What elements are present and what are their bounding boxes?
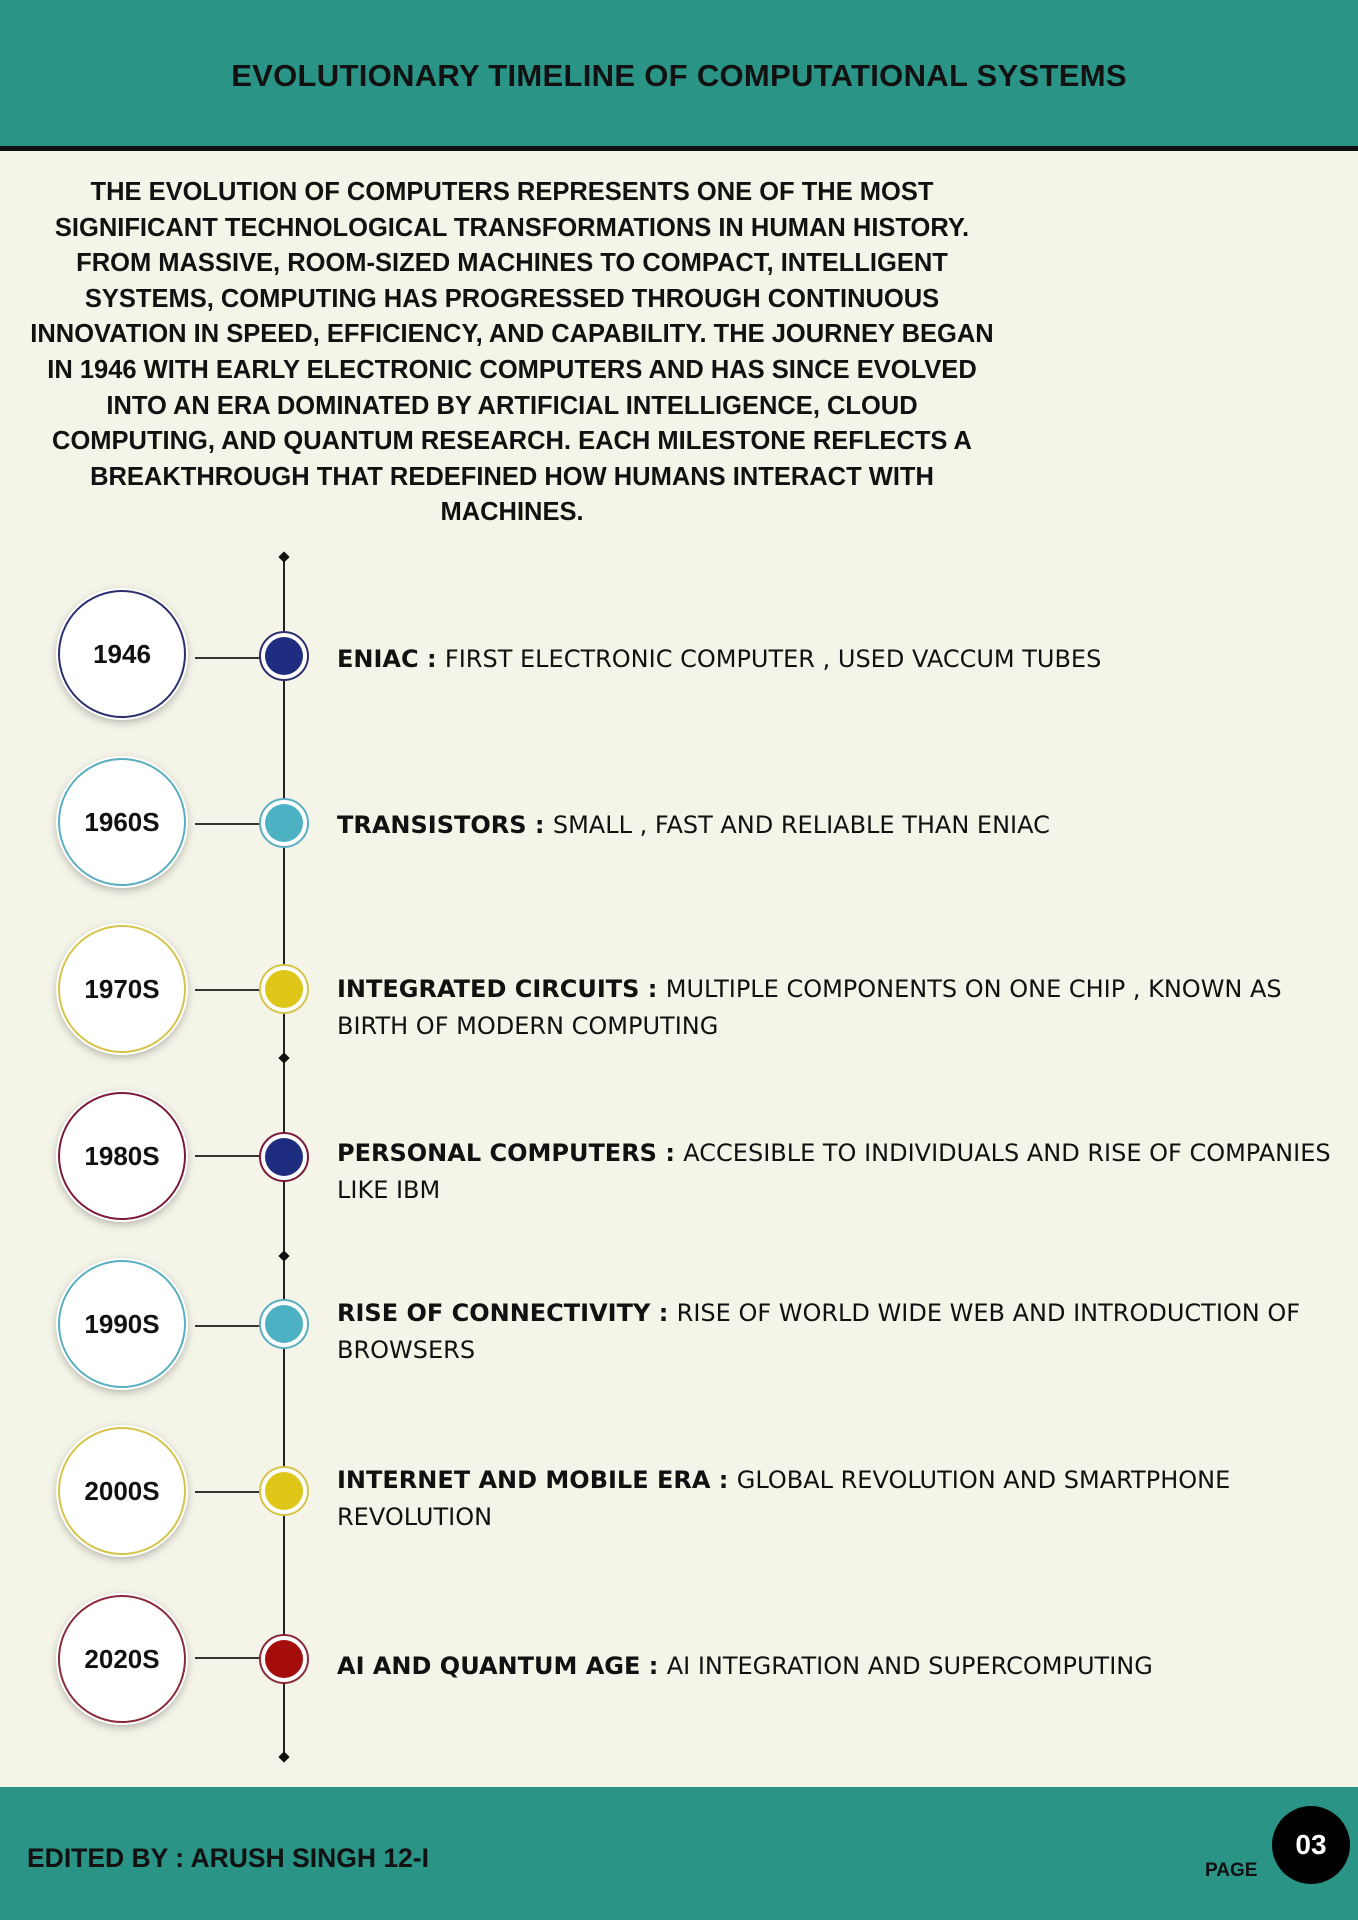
- timeline-node: [259, 1634, 309, 1684]
- entry-description: GLOBAL REVOLUTION AND SMARTPHONE REVOLUTION: [337, 1466, 1231, 1531]
- axis-tick: [278, 1052, 289, 1063]
- entry-term: INTEGRATED CIRCUITS :: [337, 975, 666, 1003]
- entry-term: PERSONAL COMPUTERS :: [337, 1139, 684, 1167]
- node-dot: [265, 804, 303, 842]
- year-badge: 1960S: [58, 758, 186, 886]
- node-dot: [265, 637, 303, 675]
- entry-description: AI INTEGRATION AND SUPERCOMPUTING: [666, 1652, 1153, 1680]
- axis-tick: [278, 1250, 289, 1261]
- page-title: EVOLUTIONARY TIMELINE OF COMPUTATIONAL SYSTEMS: [231, 58, 1127, 93]
- timeline-node: [259, 1132, 309, 1182]
- timeline-node: [259, 631, 309, 681]
- entry-term: TRANSISTORS :: [337, 811, 553, 839]
- entry-term: ENIAC :: [337, 645, 445, 673]
- timeline-entry: [337, 1295, 1337, 1369]
- node-dot: [265, 1640, 303, 1678]
- entry-description: SMALL , FAST AND RELIABLE THAN ENIAC: [552, 811, 1050, 839]
- timeline-node: [259, 964, 309, 1014]
- timeline-entry: [337, 1135, 1337, 1209]
- entry-description: ACCESIBLE TO INDIVIDUALS AND RISE OF COMPANIES LIKE IBM: [337, 1139, 1331, 1204]
- timeline-entry: [337, 971, 1337, 1045]
- year-badge: 2000S: [58, 1427, 186, 1555]
- timeline-entry: [337, 1462, 1337, 1536]
- node-dot: [265, 1472, 303, 1510]
- axis-tick: [278, 1751, 289, 1762]
- year-badge: 1990S: [58, 1260, 186, 1388]
- page-number-badge: 03: [1272, 1806, 1350, 1884]
- year-badge: 1970S: [58, 925, 186, 1053]
- page-label: PAGE: [1205, 1860, 1258, 1881]
- timeline-node: [259, 1299, 309, 1349]
- intro-paragraph: THE EVOLUTION OF COMPUTERS REPRESENTS ONE OF THE MOST SIGNIFICANT TECHNOLOGICAL TRANSFORMATIONS IN HUMAN HISTORY. FROM MASSIVE, ROOM-SIZED MACHINES TO COMPACT, INTELLIGENT SYSTEMS, COMPUTING HAS PROGRESSED THROUGH CONTINUOUS INNOVATION IN SPEED, EFFICIENCY, AND CAPABILITY. THE JOURNEY BEGAN IN 1946 WITH EARLY ELECTRONIC COMPUTERS AND HAS SINCE EVOLVED INTO AN ERA DOMINATED BY ARTIFICIAL INTELLIGENCE, CLOUD COMPUTING, AND QUANTUM RESEARCH. EACH MILESTONE REFLECTS A BREAKTHROUGH THAT REDEFINED HOW HUMANS INTERACT WITH MACHINES.: [30, 178, 994, 527]
- editor-credit: EDITED BY : ARUSH SINGH 12-I: [27, 1843, 429, 1873]
- year-badge: 1946: [58, 590, 186, 718]
- year-badge: 2020S: [58, 1595, 186, 1723]
- node-dot: [265, 1305, 303, 1343]
- year-badge: 1980S: [58, 1092, 186, 1220]
- timeline-entry: [337, 1648, 1337, 1685]
- node-dot: [265, 1138, 303, 1176]
- entry-description: FIRST ELECTRONIC COMPUTER , USED VACCUM TUBES: [444, 645, 1102, 673]
- axis-tick: [278, 551, 289, 562]
- entry-term: AI AND QUANTUM AGE :: [337, 1652, 667, 1680]
- timeline-node: [259, 1466, 309, 1516]
- entry-term: INTERNET AND MOBILE ERA :: [337, 1466, 737, 1494]
- timeline-entry: [337, 807, 1337, 844]
- entry-description: RISE OF WORLD WIDE WEB AND INTRODUCTION OF BROWSERS: [337, 1299, 1301, 1364]
- timeline-node: [259, 798, 309, 848]
- entry-description: MULTIPLE COMPONENTS ON ONE CHIP , KNOWN AS BIRTH OF MODERN COMPUTING: [337, 975, 1282, 1040]
- timeline-entry: [337, 641, 1337, 678]
- entry-term: RISE OF CONNECTIVITY :: [337, 1299, 677, 1327]
- node-dot: [265, 970, 303, 1008]
